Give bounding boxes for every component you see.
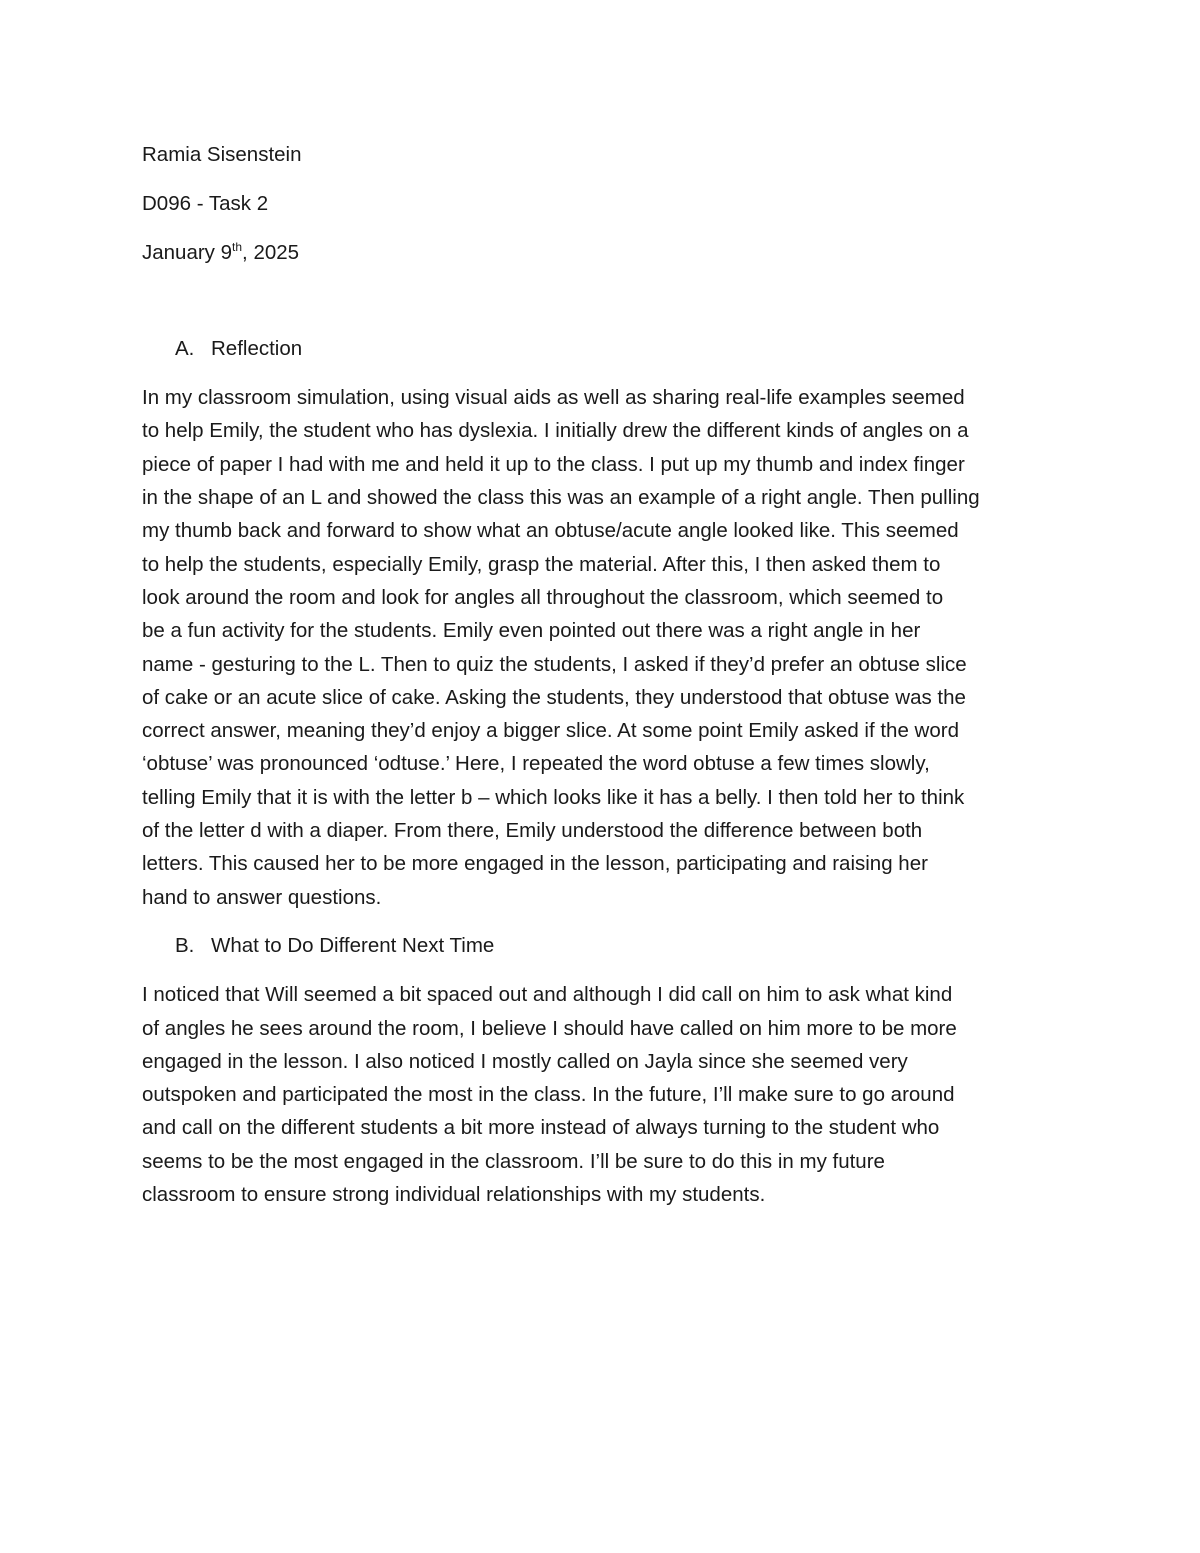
paragraph-line: my thumb back and forward to show what an obtuse/acute angle looked like. This seemed bbox=[142, 519, 959, 543]
paragraph-line: to help the students, especially Emily, grasp the material. After this, I then asked them to bbox=[142, 552, 941, 576]
document-body bbox=[142, 138, 1060, 1227]
paragraph-line: ‘obtuse’ was pronounced ‘odtuse.’ Here, I repeated the word obtuse a few times slowly, bbox=[142, 752, 930, 776]
date-ordinal-suffix: th bbox=[232, 239, 243, 254]
paragraph-line: name - gesturing to the L. Then to quiz the students, I asked if they’d prefer an obtuse slice bbox=[142, 652, 967, 676]
paragraph-line: seems to be the most engaged in the classroom. I’ll be sure to do this in my future bbox=[142, 1149, 885, 1173]
paragraph-line: I noticed that Will seemed a bit spaced out and although I did call on him to ask what kind bbox=[142, 983, 953, 1007]
document-date bbox=[142, 236, 1060, 269]
author-name: Ramia Sisenstein bbox=[142, 143, 302, 166]
course-task: D096 - Task 2 bbox=[142, 191, 269, 215]
section-a-title: Reflection bbox=[211, 337, 303, 361]
section-a-heading bbox=[142, 332, 1060, 365]
paragraph-line: piece of paper I had with me and held it up to the class. I put up my thumb and index finger bbox=[142, 452, 965, 476]
paragraph-line: engaged in the lesson. I also noticed I mostly called on Jayla since she seemed very bbox=[142, 1049, 908, 1073]
date-month-day: January 9 bbox=[142, 240, 233, 264]
section-b-title: What to Do Different Next Time bbox=[211, 934, 495, 958]
header-spacer bbox=[142, 284, 1060, 332]
paragraph-line: of cake or an acute slice of cake. Asking the students, they understood that obtuse was the bbox=[142, 685, 966, 709]
paragraph-line: hand to answer questions. bbox=[142, 885, 382, 909]
paragraph-line: In my classroom simulation, using visual aids as well as sharing real-life examples seemed bbox=[142, 386, 965, 410]
paragraph-line: letters. This caused her to be more engaged in the lesson, participating and raising her bbox=[142, 852, 928, 876]
paragraph-line: outspoken and participated the most in the class. In the future, I’ll make sure to go around bbox=[142, 1083, 955, 1107]
section-b-heading bbox=[142, 929, 1060, 962]
paragraph-line: of the letter d with a diaper. From there, Emily understood the difference between both bbox=[142, 819, 923, 843]
paragraph-line: of angles he sees around the room, I believe I should have called on him more to be more bbox=[142, 1016, 957, 1040]
section-a-paragraph bbox=[142, 381, 1060, 914]
section-a-letter: A. bbox=[175, 337, 195, 361]
paragraph-line: and call on the different students a bit more instead of always turning to the student who bbox=[142, 1116, 940, 1140]
section-b-letter: B. bbox=[175, 934, 195, 958]
date-year: , 2025 bbox=[242, 240, 300, 264]
paragraph-line: classroom to ensure strong individual relationships with my students. bbox=[142, 1183, 766, 1207]
paragraph-line: correct answer, meaning they’d enjoy a bigger slice. At some point Emily asked if the word bbox=[142, 719, 959, 743]
paragraph-line: to help Emily, the student who has dyslexia. I initially drew the different kinds of angles on a bbox=[142, 419, 969, 443]
paragraph-line: in the shape of an L and showed the class this was an example of a right angle. Then pulling bbox=[142, 486, 980, 510]
paragraph-line: look around the room and look for angles all throughout the classroom, which seemed to bbox=[142, 585, 944, 609]
paragraph-line: be a fun activity for the students. Emily even pointed out there was a right angle in her bbox=[142, 619, 921, 643]
paragraph-line: telling Emily that it is with the letter b – which looks like it has a belly. I then told her to think bbox=[142, 785, 965, 809]
section-b-paragraph bbox=[142, 978, 1060, 1211]
